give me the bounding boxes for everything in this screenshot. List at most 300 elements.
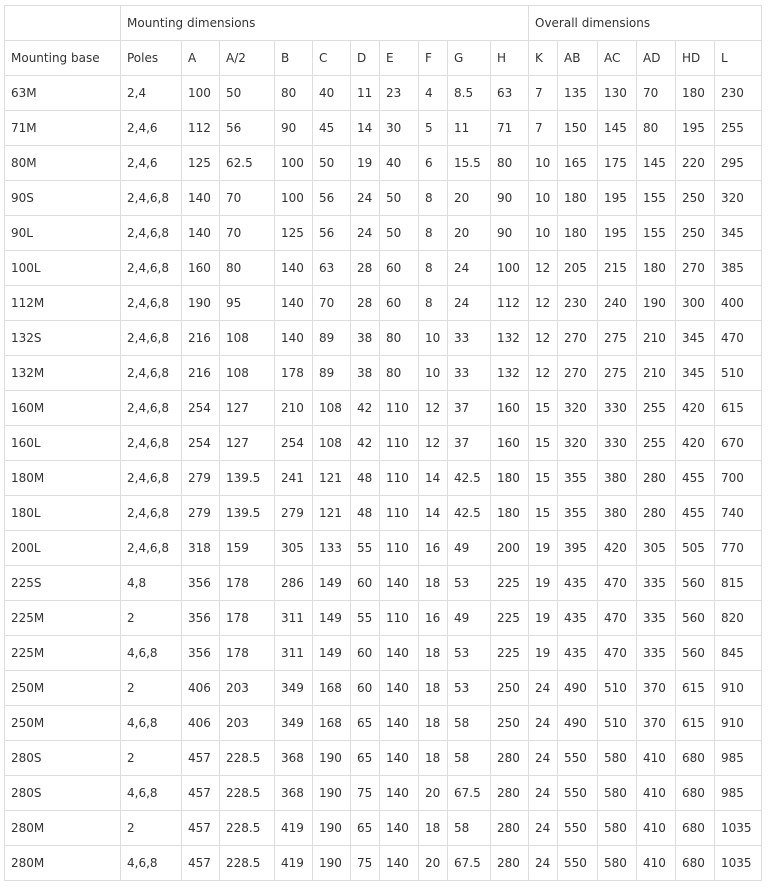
- table-cell: 8.5: [448, 76, 491, 111]
- table-cell: 330: [598, 426, 637, 461]
- table-cell: 490: [558, 706, 598, 741]
- table-row: [5, 321, 762, 356]
- table-cell: 18: [419, 671, 448, 706]
- table-cell: 241: [275, 461, 313, 496]
- table-cell: 457: [182, 741, 220, 776]
- table-cell: 14: [419, 461, 448, 496]
- table-cell: 455: [676, 461, 715, 496]
- column-header: AC: [598, 41, 637, 76]
- table-cell: 615: [676, 671, 715, 706]
- table-cell: 37: [448, 426, 491, 461]
- table-cell: 279: [275, 496, 313, 531]
- table-cell: 435: [558, 566, 598, 601]
- table-cell: 228.5: [220, 776, 275, 811]
- table-cell: 56: [220, 111, 275, 146]
- table-cell: 5: [419, 111, 448, 146]
- table-cell: 140: [380, 636, 419, 671]
- table-row: [5, 741, 762, 776]
- group-header-blank: [5, 6, 121, 41]
- table-cell: 190: [182, 286, 220, 321]
- table-cell: 10: [529, 216, 558, 251]
- table-cell: 70: [637, 76, 676, 111]
- table-cell: 7: [529, 76, 558, 111]
- table-cell: 80: [380, 321, 419, 356]
- table-cell: 280S: [5, 741, 121, 776]
- table-cell: 406: [182, 671, 220, 706]
- column-header: C: [313, 41, 351, 76]
- table-cell: 28: [351, 251, 380, 286]
- table-cell: 355: [558, 461, 598, 496]
- table-cell: 60: [351, 566, 380, 601]
- table-cell: 112M: [5, 286, 121, 321]
- column-header: AB: [558, 41, 598, 76]
- table-cell: 150: [558, 111, 598, 146]
- table-cell: 178: [220, 636, 275, 671]
- table-cell: 355: [558, 496, 598, 531]
- table-cell: 140: [380, 741, 419, 776]
- table-cell: 42: [351, 426, 380, 461]
- table-cell: 275: [598, 356, 637, 391]
- table-cell: 110: [380, 496, 419, 531]
- table-cell: 330: [598, 391, 637, 426]
- table-cell: 125: [182, 146, 220, 181]
- table-cell: 20: [419, 776, 448, 811]
- table-cell: 510: [715, 356, 762, 391]
- table-cell: 560: [676, 601, 715, 636]
- table-cell: 80: [491, 146, 529, 181]
- table-cell: 510: [598, 706, 637, 741]
- table-cell: 225M: [5, 601, 121, 636]
- table-cell: 1035: [715, 846, 762, 881]
- table-cell: 38: [351, 356, 380, 391]
- table-cell: 4,6,8: [121, 846, 182, 881]
- table-row: [5, 496, 762, 531]
- table-cell: 155: [637, 216, 676, 251]
- table-cell: 225M: [5, 636, 121, 671]
- table-cell: 216: [182, 321, 220, 356]
- table-cell: 33: [448, 321, 491, 356]
- table-cell: 24: [351, 181, 380, 216]
- table-cell: 580: [598, 741, 637, 776]
- table-cell: 345: [676, 321, 715, 356]
- table-cell: 80M: [5, 146, 121, 181]
- table-cell: 140: [380, 811, 419, 846]
- table-cell: 132: [491, 356, 529, 391]
- table-cell: 240: [598, 286, 637, 321]
- table-cell: 8: [419, 181, 448, 216]
- table-cell: 1035: [715, 811, 762, 846]
- table-cell: 410: [637, 846, 676, 881]
- table-cell: 16: [419, 601, 448, 636]
- table-cell: 90: [275, 111, 313, 146]
- table-cell: 24: [529, 706, 558, 741]
- table-cell: 210: [637, 321, 676, 356]
- table-cell: 280M: [5, 846, 121, 881]
- table-cell: 175: [598, 146, 637, 181]
- table-cell: 305: [637, 531, 676, 566]
- table-cell: 95: [220, 286, 275, 321]
- table-cell: 63: [313, 251, 351, 286]
- table-cell: 335: [637, 601, 676, 636]
- table-cell: 345: [676, 356, 715, 391]
- table-cell: 60: [380, 251, 419, 286]
- table-cell: 455: [676, 496, 715, 531]
- table-cell: 356: [182, 636, 220, 671]
- table-row: [5, 146, 762, 181]
- table-cell: 18: [419, 741, 448, 776]
- dimensions-table: [4, 5, 762, 881]
- table-cell: 2,4,6,8: [121, 426, 182, 461]
- table-cell: 42: [351, 391, 380, 426]
- table-row: [5, 216, 762, 251]
- table-cell: 90S: [5, 181, 121, 216]
- table-cell: 230: [715, 76, 762, 111]
- table-cell: 19: [351, 146, 380, 181]
- table-cell: 410: [637, 811, 676, 846]
- table-cell: 349: [275, 706, 313, 741]
- table-cell: 18: [419, 566, 448, 601]
- table-cell: 38: [351, 321, 380, 356]
- table-cell: 15: [529, 426, 558, 461]
- table-cell: 100: [275, 146, 313, 181]
- table-cell: 60: [380, 286, 419, 321]
- table-cell: 815: [715, 566, 762, 601]
- table-cell: 910: [715, 706, 762, 741]
- table-cell: 110: [380, 531, 419, 566]
- table-cell: 670: [715, 426, 762, 461]
- column-header: Mounting base: [5, 41, 121, 76]
- table-cell: 18: [419, 636, 448, 671]
- table-cell: 4,6,8: [121, 776, 182, 811]
- table-cell: 67.5: [448, 846, 491, 881]
- table-cell: 2,4,6,8: [121, 461, 182, 496]
- table-cell: 457: [182, 811, 220, 846]
- table-cell: 127: [220, 391, 275, 426]
- table-cell: 410: [637, 741, 676, 776]
- table-cell: 195: [598, 181, 637, 216]
- table-cell: 90: [491, 216, 529, 251]
- table-cell: 125: [275, 216, 313, 251]
- table-cell: 200L: [5, 531, 121, 566]
- table-cell: 4,6,8: [121, 636, 182, 671]
- table-cell: 55: [351, 531, 380, 566]
- table-row: [5, 286, 762, 321]
- table-cell: 225: [491, 636, 529, 671]
- table-cell: 40: [380, 146, 419, 181]
- table-cell: 28: [351, 286, 380, 321]
- table-cell: 14: [351, 111, 380, 146]
- table-cell: 155: [637, 181, 676, 216]
- column-header: A: [182, 41, 220, 76]
- table-cell: 100: [182, 76, 220, 111]
- table-cell: 24: [529, 741, 558, 776]
- table-cell: 4,6,8: [121, 706, 182, 741]
- table-cell: 2,4,6,8: [121, 321, 182, 356]
- table-cell: 40: [313, 76, 351, 111]
- table-cell: 203: [220, 671, 275, 706]
- table-cell: 15: [529, 391, 558, 426]
- table-cell: 380: [598, 461, 637, 496]
- table-cell: 615: [715, 391, 762, 426]
- table-cell: 305: [275, 531, 313, 566]
- table-cell: 255: [637, 426, 676, 461]
- table-cell: 112: [182, 111, 220, 146]
- table-cell: 580: [598, 776, 637, 811]
- table-row: [5, 391, 762, 426]
- table-row: [5, 251, 762, 286]
- table-cell: 190: [313, 846, 351, 881]
- table-cell: 33: [448, 356, 491, 391]
- table-cell: 195: [676, 111, 715, 146]
- table-cell: 205: [558, 251, 598, 286]
- table-cell: 127: [220, 426, 275, 461]
- table-cell: 420: [676, 391, 715, 426]
- table-cell: 400: [715, 286, 762, 321]
- table-cell: 48: [351, 496, 380, 531]
- table-row: [5, 111, 762, 146]
- table-cell: 90L: [5, 216, 121, 251]
- table-cell: 180: [558, 181, 598, 216]
- table-cell: 203: [220, 706, 275, 741]
- table-cell: 18: [419, 706, 448, 741]
- table-cell: 180M: [5, 461, 121, 496]
- table-cell: 159: [220, 531, 275, 566]
- table-cell: 395: [558, 531, 598, 566]
- table-cell: 14: [419, 496, 448, 531]
- table-row: [5, 181, 762, 216]
- table-cell: 335: [637, 636, 676, 671]
- table-cell: 250M: [5, 706, 121, 741]
- table-cell: 368: [275, 741, 313, 776]
- table-cell: 71M: [5, 111, 121, 146]
- table-cell: 2: [121, 741, 182, 776]
- table-cell: 318: [182, 531, 220, 566]
- table-cell: 55: [351, 601, 380, 636]
- table-cell: 50: [313, 146, 351, 181]
- table-cell: 2,4,6,8: [121, 356, 182, 391]
- table-cell: 985: [715, 741, 762, 776]
- table-cell: 228.5: [220, 846, 275, 881]
- table-cell: 225: [491, 566, 529, 601]
- table-cell: 228.5: [220, 741, 275, 776]
- table-cell: 820: [715, 601, 762, 636]
- table-cell: 250: [491, 671, 529, 706]
- table-cell: 420: [676, 426, 715, 461]
- table-cell: 228.5: [220, 811, 275, 846]
- table-cell: 178: [220, 566, 275, 601]
- table-cell: 250: [676, 216, 715, 251]
- table-cell: 280: [491, 741, 529, 776]
- table-cell: 89: [313, 321, 351, 356]
- table-cell: 190: [313, 776, 351, 811]
- table-cell: 108: [220, 321, 275, 356]
- table-cell: 56: [313, 181, 351, 216]
- table-cell: 48: [351, 461, 380, 496]
- table-cell: 110: [380, 461, 419, 496]
- table-cell: 279: [182, 496, 220, 531]
- table-cell: 385: [715, 251, 762, 286]
- table-cell: 10: [419, 321, 448, 356]
- table-row: [5, 461, 762, 496]
- table-row: [5, 426, 762, 461]
- table-row: [5, 776, 762, 811]
- table-cell: 190: [313, 741, 351, 776]
- table-cell: 280: [491, 846, 529, 881]
- table-cell: 16: [419, 531, 448, 566]
- table-cell: 435: [558, 636, 598, 671]
- table-cell: 65: [351, 741, 380, 776]
- table-cell: 255: [637, 391, 676, 426]
- table-cell: 2,4,6: [121, 111, 182, 146]
- table-cell: 8: [419, 286, 448, 321]
- table-cell: 420: [598, 531, 637, 566]
- table-cell: 132S: [5, 321, 121, 356]
- table-cell: 250: [491, 706, 529, 741]
- table-cell: 24: [529, 776, 558, 811]
- column-header-row: [5, 41, 762, 76]
- table-cell: 435: [558, 601, 598, 636]
- table-cell: 195: [598, 216, 637, 251]
- table-cell: 19: [529, 601, 558, 636]
- table-cell: 80: [220, 251, 275, 286]
- table-cell: 121: [313, 496, 351, 531]
- table-cell: 2,4,6,8: [121, 181, 182, 216]
- table-cell: 37: [448, 391, 491, 426]
- table-cell: 15: [529, 461, 558, 496]
- table-container: [4, 5, 762, 881]
- table-cell: 24: [529, 811, 558, 846]
- table-cell: 139.5: [220, 496, 275, 531]
- table-cell: 270: [558, 321, 598, 356]
- table-cell: 108: [220, 356, 275, 391]
- table-cell: 700: [715, 461, 762, 496]
- table-cell: 140: [380, 671, 419, 706]
- table-cell: 220: [676, 146, 715, 181]
- table-cell: 168: [313, 671, 351, 706]
- table-cell: 140: [182, 216, 220, 251]
- table-cell: 135: [558, 76, 598, 111]
- table-cell: 370: [637, 671, 676, 706]
- table-cell: 10: [529, 146, 558, 181]
- table-cell: 215: [598, 251, 637, 286]
- table-cell: 160: [182, 251, 220, 286]
- table-cell: 580: [598, 846, 637, 881]
- table-cell: 356: [182, 601, 220, 636]
- table-cell: 770: [715, 531, 762, 566]
- table-cell: 580: [598, 811, 637, 846]
- table-cell: 49: [448, 531, 491, 566]
- table-cell: 58: [448, 811, 491, 846]
- column-header: B: [275, 41, 313, 76]
- table-cell: 160M: [5, 391, 121, 426]
- table-row: [5, 531, 762, 566]
- table-cell: 4: [419, 76, 448, 111]
- table-cell: 19: [529, 566, 558, 601]
- table-body: [5, 76, 762, 881]
- table-cell: 250M: [5, 671, 121, 706]
- table-cell: 550: [558, 846, 598, 881]
- table-cell: 615: [676, 706, 715, 741]
- table-cell: 108: [313, 391, 351, 426]
- column-header: E: [380, 41, 419, 76]
- table-cell: 300: [676, 286, 715, 321]
- table-cell: 149: [313, 636, 351, 671]
- table-cell: 254: [182, 391, 220, 426]
- table-cell: 160L: [5, 426, 121, 461]
- table-cell: 70: [220, 216, 275, 251]
- table-cell: 180: [491, 496, 529, 531]
- table-cell: 254: [182, 426, 220, 461]
- table-cell: 2,4,6,8: [121, 531, 182, 566]
- table-cell: 23: [380, 76, 419, 111]
- table-cell: 190: [313, 811, 351, 846]
- table-cell: 6: [419, 146, 448, 181]
- table-cell: 50: [380, 181, 419, 216]
- table-cell: 24: [448, 251, 491, 286]
- table-cell: 985: [715, 776, 762, 811]
- table-cell: 60: [351, 636, 380, 671]
- table-cell: 2,4,6,8: [121, 251, 182, 286]
- table-cell: 10: [419, 356, 448, 391]
- table-cell: 100: [491, 251, 529, 286]
- table-cell: 24: [448, 286, 491, 321]
- table-cell: 335: [637, 566, 676, 601]
- table-cell: 345: [715, 216, 762, 251]
- table-cell: 100L: [5, 251, 121, 286]
- table-cell: 370: [637, 706, 676, 741]
- table-cell: 280: [637, 496, 676, 531]
- table-cell: 58: [448, 741, 491, 776]
- table-cell: 457: [182, 776, 220, 811]
- table-row: [5, 601, 762, 636]
- table-cell: 53: [448, 636, 491, 671]
- table-cell: 108: [313, 426, 351, 461]
- table-cell: 20: [448, 216, 491, 251]
- group-header-mounting: Mounting dimensions: [121, 6, 529, 41]
- table-cell: 280: [491, 776, 529, 811]
- table-cell: 15.5: [448, 146, 491, 181]
- table-cell: 65: [351, 706, 380, 741]
- group-header-row: [5, 6, 762, 41]
- table-cell: 280S: [5, 776, 121, 811]
- table-cell: 121: [313, 461, 351, 496]
- table-cell: 12: [419, 426, 448, 461]
- table-cell: 275: [598, 321, 637, 356]
- table-cell: 133: [313, 531, 351, 566]
- table-cell: 254: [275, 426, 313, 461]
- table-cell: 2,4,6,8: [121, 391, 182, 426]
- table-cell: 680: [676, 776, 715, 811]
- column-header: HD: [676, 41, 715, 76]
- table-cell: 70: [220, 181, 275, 216]
- column-header: A/2: [220, 41, 275, 76]
- table-cell: 20: [448, 181, 491, 216]
- table-cell: 311: [275, 601, 313, 636]
- table-cell: 295: [715, 146, 762, 181]
- table-cell: 510: [598, 671, 637, 706]
- table-cell: 100: [275, 181, 313, 216]
- table-cell: 19: [529, 636, 558, 671]
- table-cell: 50: [380, 216, 419, 251]
- table-cell: 112: [491, 286, 529, 321]
- table-cell: 286: [275, 566, 313, 601]
- table-cell: 910: [715, 671, 762, 706]
- table-cell: 2,4,6: [121, 146, 182, 181]
- table-cell: 505: [676, 531, 715, 566]
- table-cell: 145: [637, 146, 676, 181]
- table-cell: 58: [448, 706, 491, 741]
- column-header: H: [491, 41, 529, 76]
